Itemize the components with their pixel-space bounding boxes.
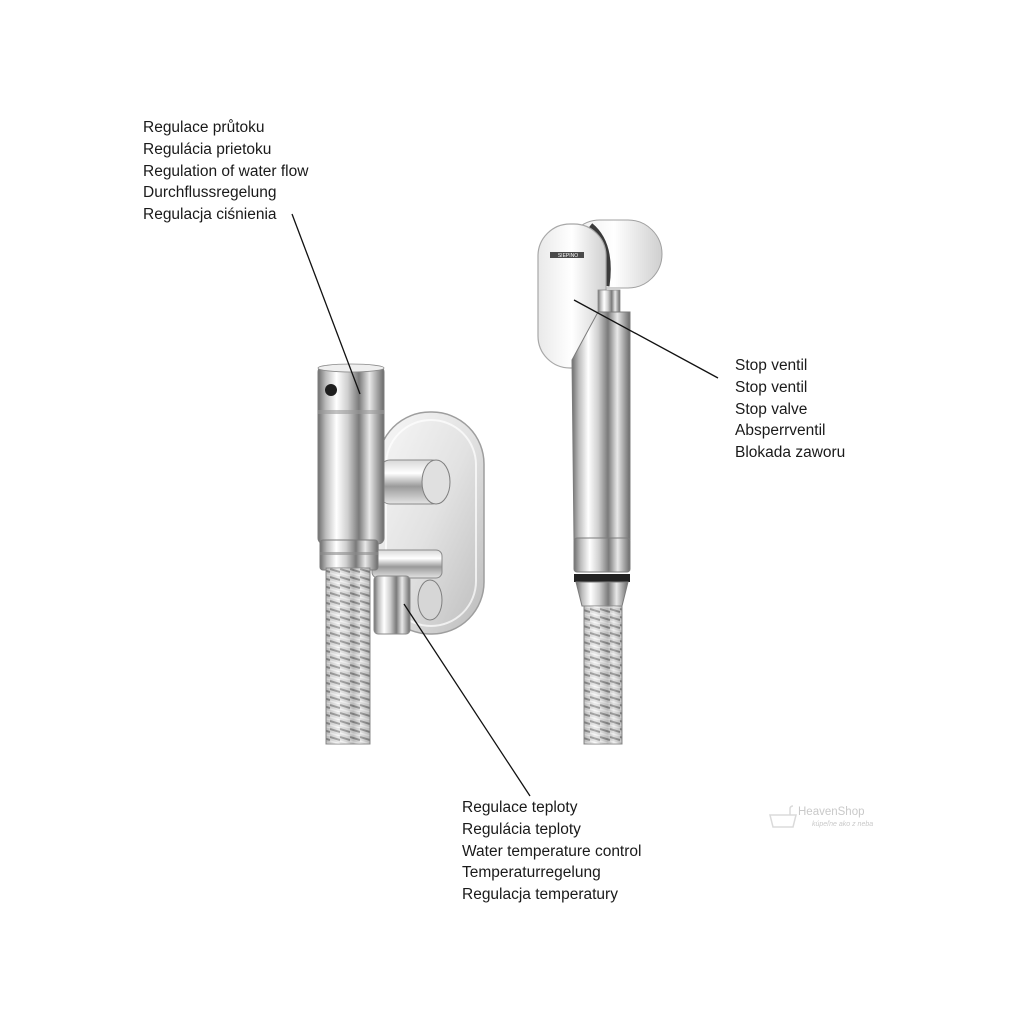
handle-ring	[574, 574, 630, 582]
watermark-tagline: kúpeľne ako z neba	[812, 821, 874, 828]
callout-line: Regulace teploty	[462, 799, 578, 816]
watermark-name: HeavenShop	[798, 806, 865, 818]
flow-regulator-body	[318, 364, 384, 570]
callout-line: Durchflussregelung	[143, 184, 277, 202]
callout-line: Temperaturregelung	[462, 864, 601, 882]
callout-line: Stop valve	[735, 400, 808, 418]
callout-line: Regulácia teploty	[462, 820, 581, 838]
stop-valve-callout	[735, 355, 845, 464]
callout-line: Stop ventil	[735, 357, 808, 374]
temperature-leader-line	[404, 604, 530, 796]
watermark-logo-icon	[770, 806, 796, 827]
callout-line: Absperrventil	[735, 422, 826, 440]
brand-logo-text: SIEPINO	[557, 253, 579, 259]
callout-line: Regulacja temperatury	[462, 886, 618, 904]
callout-line: Regulace průtoku	[143, 119, 265, 136]
callout-line: Regulation of water flow	[143, 162, 309, 180]
callout-line: Regulacja ciśnienia	[143, 206, 277, 224]
flow-regulation-callout	[143, 117, 308, 226]
flow-knob-indicator	[325, 384, 337, 396]
temperature-control-callout	[462, 797, 641, 906]
callout-line: Stop ventil	[735, 378, 808, 396]
callout-line: Water temperature control	[462, 842, 642, 860]
callout-line: Regulácia prietoku	[143, 140, 272, 158]
callout-line: Blokada zaworu	[735, 444, 846, 462]
